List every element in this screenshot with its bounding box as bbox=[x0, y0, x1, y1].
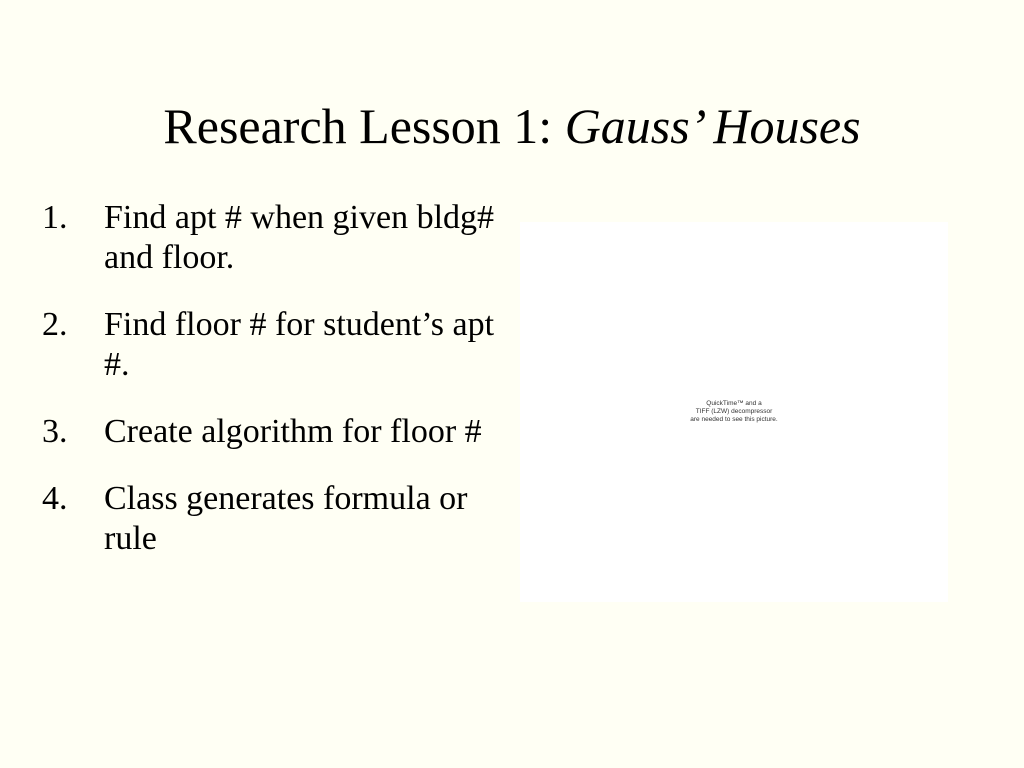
list-item bbox=[40, 198, 520, 278]
steps-list bbox=[40, 198, 520, 586]
list-item bbox=[40, 305, 520, 385]
title-italic-text: Gauss’ Houses bbox=[564, 98, 861, 154]
list-item-number: 1. bbox=[42, 199, 68, 236]
list-item-text: Find apt # when given bldg# and floor. bbox=[104, 199, 495, 276]
placeholder-line: are needed to see this picture. bbox=[690, 416, 778, 423]
list-item-number: 3. bbox=[42, 413, 68, 450]
list-item-text: Find floor # for student’s apt #. bbox=[104, 306, 495, 383]
picture-placeholder-message bbox=[520, 400, 948, 424]
list-item-text: Class generates formula or rule bbox=[104, 480, 468, 557]
list-item-number: 2. bbox=[42, 306, 68, 343]
picture-placeholder bbox=[520, 222, 948, 602]
list-item-text: Create algorithm for floor # bbox=[104, 413, 482, 450]
list-item-number: 4. bbox=[42, 480, 68, 517]
list-item bbox=[40, 412, 520, 452]
list-item bbox=[40, 479, 520, 559]
slide-title bbox=[0, 96, 1024, 156]
title-text: Research Lesson 1: bbox=[163, 98, 565, 154]
placeholder-line: TIFF (LZW) decompressor bbox=[695, 408, 773, 415]
placeholder-line: QuickTime™ and a bbox=[706, 400, 762, 407]
